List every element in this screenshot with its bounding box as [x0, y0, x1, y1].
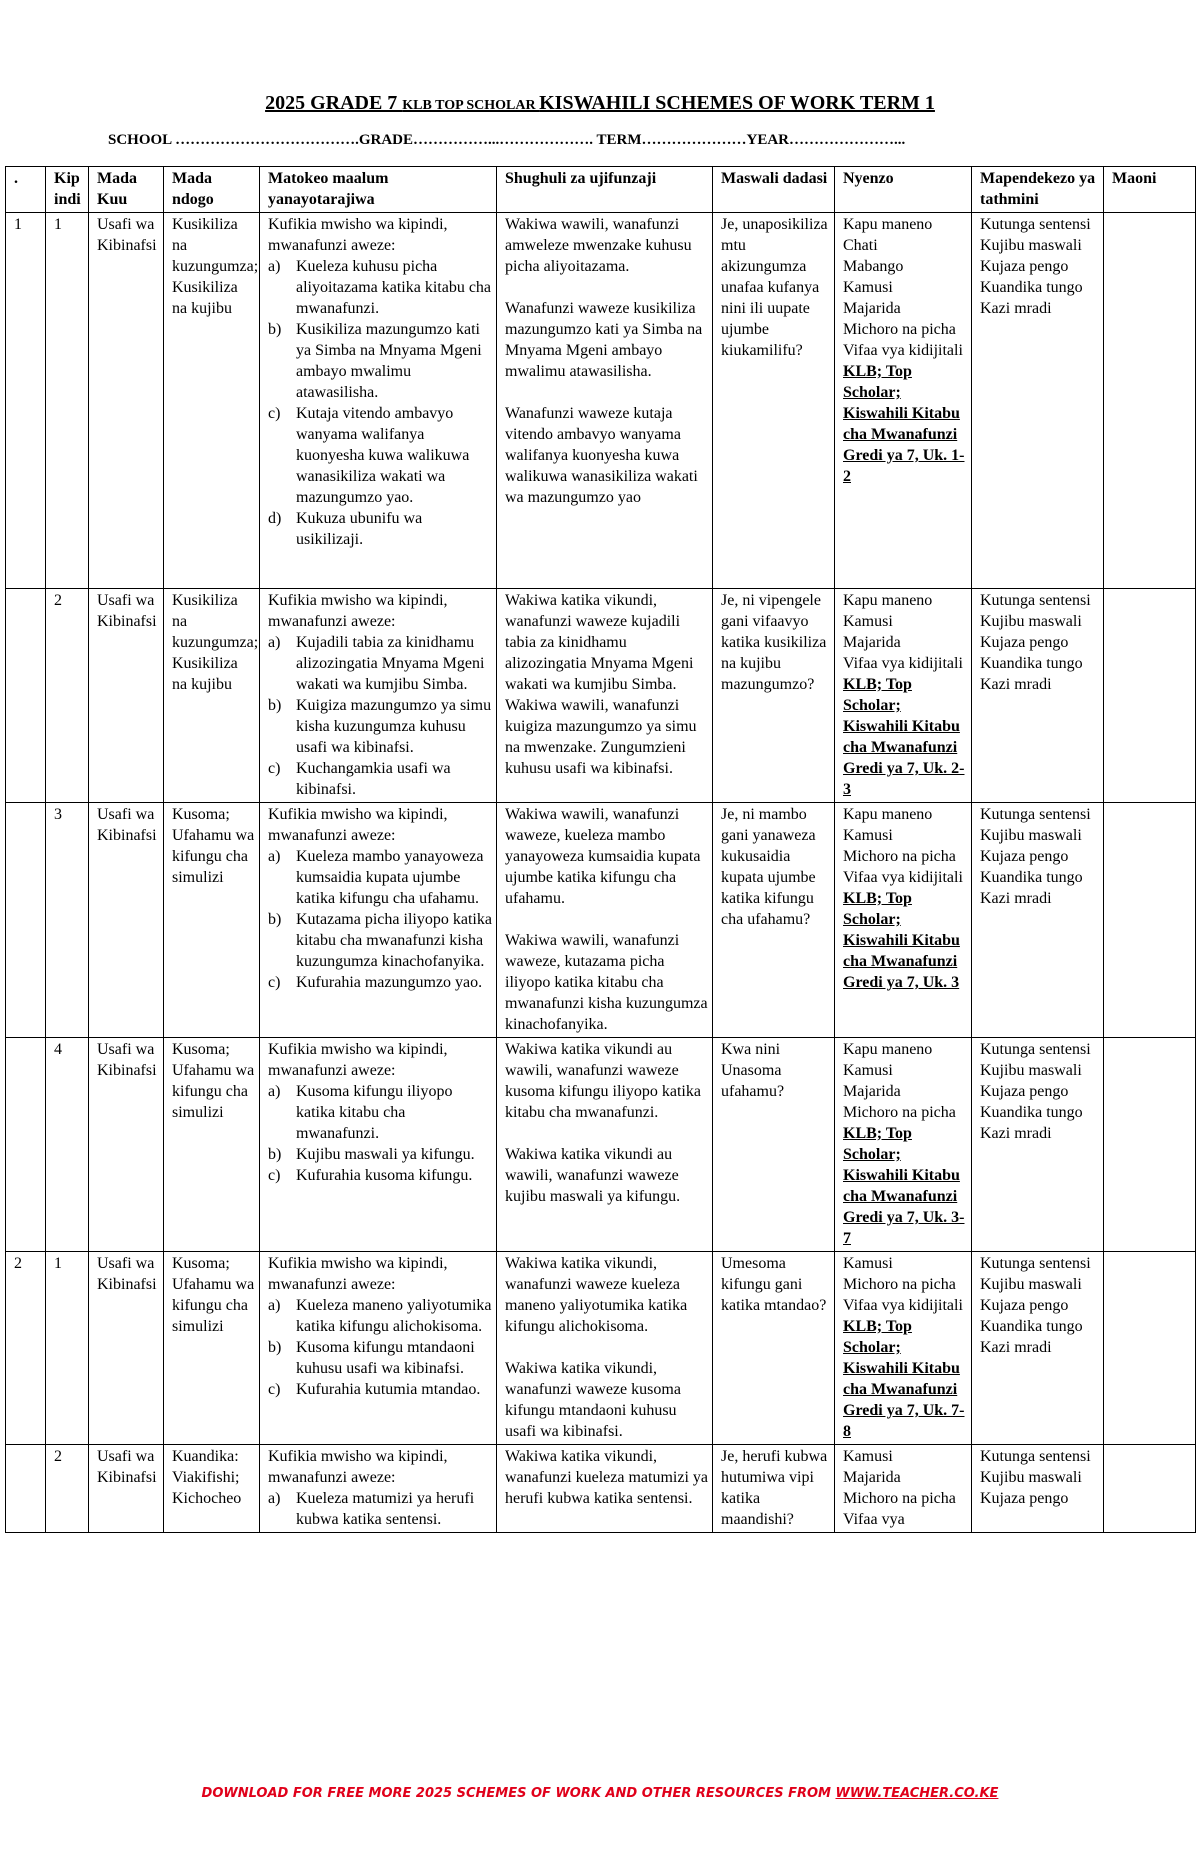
- outcome-marker: c): [268, 760, 281, 777]
- footer-website-link[interactable]: WWW.TEACHER.CO.KE: [835, 1786, 999, 1801]
- activities-cell: [497, 213, 713, 589]
- table-row: [6, 1252, 1196, 1445]
- assessment-item: Kuandika tungo: [980, 279, 1083, 296]
- resource-item: Majarida: [843, 1469, 901, 1486]
- textbook-reference: KLB; Top Scholar; Kiswahili Kitabu cha Mwanafunzi Gredi ya 7, Uk. 7-8: [843, 1318, 965, 1440]
- outcomes-cell: [260, 1445, 497, 1533]
- header-inquiry-questions: Maswali dadasi: [713, 167, 835, 213]
- resource-item: Kapu maneno: [843, 806, 933, 823]
- activity-text: Wakiwa wawili, wanafunzi kuigiza mazungumzo ya simu na mwenzake. Zungumzieni kuhusu usafi wa kibinafsi.: [505, 697, 697, 777]
- activity-text: Wanafunzi waweze kusikiliza mazungumzo kati ya Simba na Mnyama Mgeni ambayo mwalimu atawasilisha.: [505, 300, 703, 380]
- assessment-cell: [972, 589, 1104, 803]
- footer-text: DOWNLOAD FOR FREE MORE 2025 SCHEMES OF WORK AND OTHER RESOURCES FROM: [201, 1786, 836, 1801]
- resources-cell: [835, 803, 972, 1038]
- resource-item: Kapu maneno: [843, 216, 933, 233]
- assessment-cell: [972, 1038, 1104, 1252]
- activities-cell: [497, 1252, 713, 1445]
- resource-item: Michoro na picha: [843, 321, 956, 338]
- lesson-cell: 1: [46, 1252, 89, 1445]
- document-title: [0, 92, 1200, 115]
- substrand-cell: Kusikiliza na kuzungumza; Kusikiliza na kujibu: [164, 213, 260, 589]
- header-activities: Shughuli za ujifunzaji: [497, 167, 713, 213]
- outcomes-list: [268, 846, 492, 993]
- remarks-cell: [1104, 589, 1196, 803]
- resource-item: Vifaa vya kidijitali: [843, 1297, 963, 1314]
- resource-item: Michoro na picha: [843, 1276, 956, 1293]
- assessment-item: Kutunga sentensi: [980, 1041, 1091, 1058]
- remarks-cell: [1104, 1252, 1196, 1445]
- assessment-cell: [972, 1252, 1104, 1445]
- outcome-marker: c): [268, 974, 281, 991]
- list-item: [268, 909, 492, 972]
- outcome-marker: c): [268, 405, 281, 422]
- outcome-marker: b): [268, 1146, 282, 1163]
- assessment-item: Kujaza pengo: [980, 258, 1069, 275]
- outcome-marker: c): [268, 1167, 281, 1184]
- list-item: [268, 1144, 492, 1165]
- outcome-marker: a): [268, 258, 281, 275]
- list-item: [268, 758, 492, 800]
- assessment-item: Kujaza pengo: [980, 1297, 1069, 1314]
- list-item: [268, 632, 492, 695]
- textbook-reference: KLB; Top Scholar; Kiswahili Kitabu cha Mwanafunzi Gredi ya 7, Uk. 1-2: [843, 363, 965, 485]
- resource-item: Majarida: [843, 300, 901, 317]
- remarks-cell: [1104, 213, 1196, 589]
- assessment-item: Kujaza pengo: [980, 1083, 1069, 1100]
- substrand-cell: Kusoma; Ufahamu wa kifungu cha simulizi: [164, 1038, 260, 1252]
- resource-item: Vifaa vya: [843, 1511, 905, 1528]
- outcomes-intro: Kufikia mwisho wa kipindi, mwanafunzi aweze:: [268, 592, 448, 630]
- textbook-reference: KLB; Top Scholar; Kiswahili Kitabu cha Mwanafunzi Gredi ya 7, Uk. 2-3: [843, 676, 965, 798]
- table-row: [6, 1445, 1196, 1533]
- outcomes-cell: [260, 589, 497, 803]
- resource-item: Kamusi: [843, 827, 893, 844]
- outcomes-intro: Kufikia mwisho wa kipindi, mwanafunzi aweze:: [268, 216, 448, 254]
- header-assessment: Mapendekezo ya tathmini: [972, 167, 1104, 213]
- week-cell: [6, 1038, 46, 1252]
- outcome-text: Kueleza maneno yaliyotumika katika kifungu alichokisoma.: [296, 1297, 492, 1335]
- activity-text: Wakiwa wawili, wanafunzi waweze, kueleza mambo yanayoweza kumsaidia kupata ujumbe katika kifungu cha ufahamu.: [505, 806, 701, 907]
- resource-item: Vifaa vya kidijitali: [843, 655, 963, 672]
- header-substrand: Mada ndogo: [164, 167, 260, 213]
- list-item: [268, 846, 492, 909]
- resource-item: Kamusi: [843, 279, 893, 296]
- substrand-cell: Kusoma; Ufahamu wa kifungu cha simulizi: [164, 1252, 260, 1445]
- footer-download-note: [0, 1786, 1200, 1801]
- inquiry-question-cell: Je, herufi kubwa hutumiwa vipi katika maandishi?: [713, 1445, 835, 1533]
- week-cell: [6, 1445, 46, 1533]
- outcome-text: Kufurahia kusoma kifungu.: [296, 1167, 473, 1184]
- activity-text: Wanafunzi waweze kutaja vitendo ambavyo wanyama walifanya kuonyesha kuwa walikuwa wanasikiliza wakati wa mazungumzo yao: [505, 405, 698, 506]
- table-row: [6, 589, 1196, 803]
- activity-text: Wakiwa katika vikundi, wanafunzi waweze kujadili tabia za kinidhamu alizozingatia Mnyama Mgeni wakati wa kumjibu Simba.: [505, 592, 694, 693]
- outcome-marker: b): [268, 697, 282, 714]
- resources-cell: [835, 589, 972, 803]
- outcome-text: Kujadili tabia za kinidhamu alizozingatia Mnyama Mgeni wakati wa kumjibu Simba.: [296, 634, 485, 693]
- outcome-text: Kufurahia kutumia mtandao.: [296, 1381, 481, 1398]
- outcomes-cell: [260, 1038, 497, 1252]
- outcome-marker: a): [268, 1083, 281, 1100]
- activities-cell: [497, 1445, 713, 1533]
- header-resources: Nyenzo: [835, 167, 972, 213]
- inquiry-question-cell: Umesoma kifungu gani katika mtandao?: [713, 1252, 835, 1445]
- outcome-marker: b): [268, 911, 282, 928]
- assessment-item: Kazi mradi: [980, 1339, 1052, 1356]
- activities-cell: [497, 803, 713, 1038]
- list-item: [268, 1295, 492, 1337]
- list-item: [268, 319, 492, 403]
- header-strand: Mada Kuu: [89, 167, 164, 213]
- outcome-marker: a): [268, 848, 281, 865]
- table-row: [6, 803, 1196, 1038]
- strand-cell: Usafi wa Kibinafsi: [89, 589, 164, 803]
- resource-item: Vifaa vya kidijitali: [843, 342, 963, 359]
- resource-item: Chati: [843, 237, 878, 254]
- list-item: [268, 1337, 492, 1379]
- outcome-marker: a): [268, 1490, 281, 1507]
- assessment-item: Kuandika tungo: [980, 869, 1083, 886]
- lesson-cell: 1: [46, 213, 89, 589]
- lesson-cell: 2: [46, 1445, 89, 1533]
- strand-cell: Usafi wa Kibinafsi: [89, 213, 164, 589]
- outcome-marker: a): [268, 1297, 281, 1314]
- outcome-text: Kueleza mambo yanayoweza kumsaidia kupata ujumbe katika kifungu cha ufahamu.: [296, 848, 484, 907]
- resources-cell: [835, 1445, 972, 1533]
- list-item: [268, 695, 492, 758]
- lesson-cell: 4: [46, 1038, 89, 1252]
- list-item: [268, 403, 492, 508]
- resource-item: Michoro na picha: [843, 848, 956, 865]
- lesson-cell: 2: [46, 589, 89, 803]
- substrand-cell: Kuandika: Viakifishi; Kichocheo: [164, 1445, 260, 1533]
- outcome-marker: a): [268, 634, 281, 651]
- assessment-item: Kuandika tungo: [980, 1318, 1083, 1335]
- school-info-line: SCHOOL ……………………………….GRADE……………...………………. TERM…………………YEAR…………………...: [108, 132, 906, 148]
- activity-text: Wakiwa katika vikundi, wanafunzi waweze kusoma kifungu mtandaoni kuhusu usafi wa kibinafsi.: [505, 1360, 681, 1440]
- assessment-item: Kujaza pengo: [980, 848, 1069, 865]
- assessment-item: Kujibu maswali: [980, 613, 1082, 630]
- inquiry-question-cell: Je, ni vipengele gani vifaavyo katika kusikiliza na kujibu mazungumzo?: [713, 589, 835, 803]
- outcomes-intro: Kufikia mwisho wa kipindi, mwanafunzi aweze:: [268, 1448, 448, 1486]
- header-index: .: [6, 167, 46, 213]
- resource-item: Majarida: [843, 1083, 901, 1100]
- outcome-text: Kueleza matumizi ya herufi kubwa katika sentensi.: [296, 1490, 475, 1528]
- list-item: [268, 1165, 492, 1186]
- assessment-item: Kazi mradi: [980, 300, 1052, 317]
- assessment-item: Kujibu maswali: [980, 1469, 1082, 1486]
- resources-cell: [835, 1038, 972, 1252]
- assessment-item: Kazi mradi: [980, 890, 1052, 907]
- substrand-cell: Kusikiliza na kuzungumza; Kusikiliza na kujibu: [164, 589, 260, 803]
- outcome-marker: c): [268, 1381, 281, 1398]
- activity-text: Wakiwa katika vikundi au wawili, wanafunzi waweze kusoma kifungu iliyopo katika kitabu cha mwanafunzi.: [505, 1041, 701, 1121]
- header-remarks: Maoni: [1104, 167, 1196, 213]
- table-header-row: [6, 167, 1196, 213]
- resource-item: Mabango: [843, 258, 904, 275]
- assessment-item: Kujibu maswali: [980, 237, 1082, 254]
- substrand-cell: Kusoma; Ufahamu wa kifungu cha simulizi: [164, 803, 260, 1038]
- assessment-item: Kutunga sentensi: [980, 216, 1091, 233]
- list-item: [268, 1379, 492, 1400]
- activity-text: Wakiwa katika vikundi au wawili, wanafunzi waweze kujibu maswali ya kifungu.: [505, 1146, 681, 1205]
- resource-item: Kapu maneno: [843, 592, 933, 609]
- outcomes-intro: Kufikia mwisho wa kipindi, mwanafunzi aweze:: [268, 1041, 448, 1079]
- assessment-item: Kutunga sentensi: [980, 806, 1091, 823]
- activity-text: Wakiwa wawili, wanafunzi amweleze mwenzake kuhusu picha aliyoitazama.: [505, 216, 692, 275]
- activity-text: Wakiwa katika vikundi, wanafunzi waweze kueleza maneno yaliyotumika katika kifungu alichokisoma.: [505, 1255, 688, 1335]
- outcomes-cell: [260, 803, 497, 1038]
- resources-cell: [835, 213, 972, 589]
- assessment-item: Kujibu maswali: [980, 1062, 1082, 1079]
- outcomes-list: [268, 1081, 492, 1186]
- assessment-item: Kujibu maswali: [980, 827, 1082, 844]
- assessment-item: Kazi mradi: [980, 1125, 1052, 1142]
- inquiry-question-cell: Je, ni mambo gani yanaweza kukusaidia kupata ujumbe katika kifungu cha ufahamu?: [713, 803, 835, 1038]
- strand-cell: Usafi wa Kibinafsi: [89, 1445, 164, 1533]
- remarks-cell: [1104, 803, 1196, 1038]
- resource-item: Kamusi: [843, 1062, 893, 1079]
- assessment-item: Kuandika tungo: [980, 655, 1083, 672]
- resources-cell: [835, 1252, 972, 1445]
- assessment-item: Kujibu maswali: [980, 1276, 1082, 1293]
- resource-item: Kamusi: [843, 613, 893, 630]
- textbook-reference: KLB; Top Scholar; Kiswahili Kitabu cha Mwanafunzi Gredi ya 7, Uk. 3-7: [843, 1125, 965, 1247]
- list-item: [268, 508, 492, 550]
- outcomes-list: [268, 1295, 492, 1400]
- outcome-marker: b): [268, 321, 282, 338]
- strand-cell: Usafi wa Kibinafsi: [89, 1252, 164, 1445]
- resource-item: Michoro na picha: [843, 1490, 956, 1507]
- outcome-text: Kuchangamkia usafi wa kibinafsi.: [296, 760, 451, 798]
- activities-cell: [497, 1038, 713, 1252]
- outcome-text: Kusoma kifungu mtandaoni kuhusu usafi wa kibinafsi.: [296, 1339, 475, 1377]
- resource-item: Kamusi: [843, 1255, 893, 1272]
- resource-item: Kamusi: [843, 1448, 893, 1465]
- remarks-cell: [1104, 1445, 1196, 1533]
- outcome-text: Kusoma kifungu iliyopo katika kitabu cha mwanafunzi.: [296, 1083, 453, 1142]
- outcome-marker: d): [268, 510, 282, 527]
- assessment-item: Kuandika tungo: [980, 1104, 1083, 1121]
- header-outcomes: Matokeo maalum yanayotarajiwa: [260, 167, 497, 213]
- outcome-text: Kutaja vitendo ambavyo wanyama walifanya kuonyesha kuwa walikuwa wanasikiliza wakati wa mazungumzo yao.: [296, 405, 470, 506]
- assessment-item: Kutunga sentensi: [980, 1448, 1091, 1465]
- outcome-text: Kujibu maswali ya kifungu.: [296, 1146, 475, 1163]
- outcomes-intro: Kufikia mwisho wa kipindi, mwanafunzi aweze:: [268, 806, 448, 844]
- assessment-item: Kujaza pengo: [980, 1490, 1069, 1507]
- list-item: [268, 1488, 492, 1530]
- activities-cell: [497, 589, 713, 803]
- list-item: [268, 1081, 492, 1144]
- resource-item: Kapu maneno: [843, 1041, 933, 1058]
- assessment-item: Kutunga sentensi: [980, 1255, 1091, 1272]
- activity-text: Wakiwa wawili, wanafunzi waweze, kutazama picha iliyopo katika kitabu cha mwanafunzi kisha kuzungumza kinachofanyika.: [505, 932, 708, 1033]
- outcomes-cell: [260, 213, 497, 589]
- assessment-cell: [972, 803, 1104, 1038]
- resource-item: Majarida: [843, 634, 901, 651]
- outcome-text: Kueleza kuhusu picha aliyoitazama katika kitabu cha mwanafunzi.: [296, 258, 492, 317]
- assessment-item: Kazi mradi: [980, 676, 1052, 693]
- assessment-cell: [972, 1445, 1104, 1533]
- assessment-item: Kujaza pengo: [980, 634, 1069, 651]
- outcomes-intro: Kufikia mwisho wa kipindi, mwanafunzi aweze:: [268, 1255, 448, 1293]
- outcome-marker: b): [268, 1339, 282, 1356]
- assessment-item: Kutunga sentensi: [980, 592, 1091, 609]
- strand-cell: Usafi wa Kibinafsi: [89, 803, 164, 1038]
- outcome-text: Kuigiza mazungumzo ya simu kisha kuzungumza kuhusu usafi wa kibinafsi.: [296, 697, 492, 756]
- week-cell: [6, 803, 46, 1038]
- strand-cell: Usafi wa Kibinafsi: [89, 1038, 164, 1252]
- outcome-text: Kutazama picha iliyopo katika kitabu cha mwanafunzi kisha kuzungumza kinachofanyika.: [296, 911, 492, 970]
- outcome-text: Kukuza ubunifu wa usikilizaji.: [296, 510, 423, 548]
- title-part-grade: 2025 GRADE 7: [265, 92, 403, 114]
- resource-item: Michoro na picha: [843, 1104, 956, 1121]
- title-part-publisher: KLB TOP SCHOLAR: [402, 98, 540, 113]
- table-row: [6, 1038, 1196, 1252]
- resource-item: Vifaa vya kidijitali: [843, 869, 963, 886]
- assessment-cell: [972, 213, 1104, 589]
- outcomes-list: [268, 256, 492, 550]
- list-item: [268, 256, 492, 319]
- inquiry-question-cell: Kwa nini Unasoma ufahamu?: [713, 1038, 835, 1252]
- outcomes-list: [268, 1488, 492, 1530]
- inquiry-question-cell: Je, unaposikiliza mtu akizungumza unafaa kufanya nini ili uupate ujumbe kiukamilifu?: [713, 213, 835, 589]
- table-row: [6, 213, 1196, 589]
- title-part-subject: KISWAHILI SCHEMES OF WORK TERM 1: [539, 92, 935, 114]
- activity-text: Wakiwa katika vikundi, wanafunzi kueleza matumizi ya herufi kubwa katika sentensi.: [505, 1448, 709, 1507]
- outcome-text: Kusikiliza mazungumzo kati ya Simba na Mnyama Mgeni ambayo mwalimu atawasilisha.: [296, 321, 482, 401]
- header-lesson: Kip indi: [46, 167, 89, 213]
- outcomes-cell: [260, 1252, 497, 1445]
- week-cell: 1: [6, 213, 46, 589]
- outcomes-list: [268, 632, 492, 800]
- textbook-reference: KLB; Top Scholar; Kiswahili Kitabu cha Mwanafunzi Gredi ya 7, Uk. 3: [843, 890, 960, 991]
- schemes-table: [5, 166, 1196, 1533]
- remarks-cell: [1104, 1038, 1196, 1252]
- week-cell: [6, 589, 46, 803]
- outcome-text: Kufurahia mazungumzo yao.: [296, 974, 483, 991]
- list-item: [268, 972, 492, 993]
- week-cell: 2: [6, 1252, 46, 1445]
- lesson-cell: 3: [46, 803, 89, 1038]
